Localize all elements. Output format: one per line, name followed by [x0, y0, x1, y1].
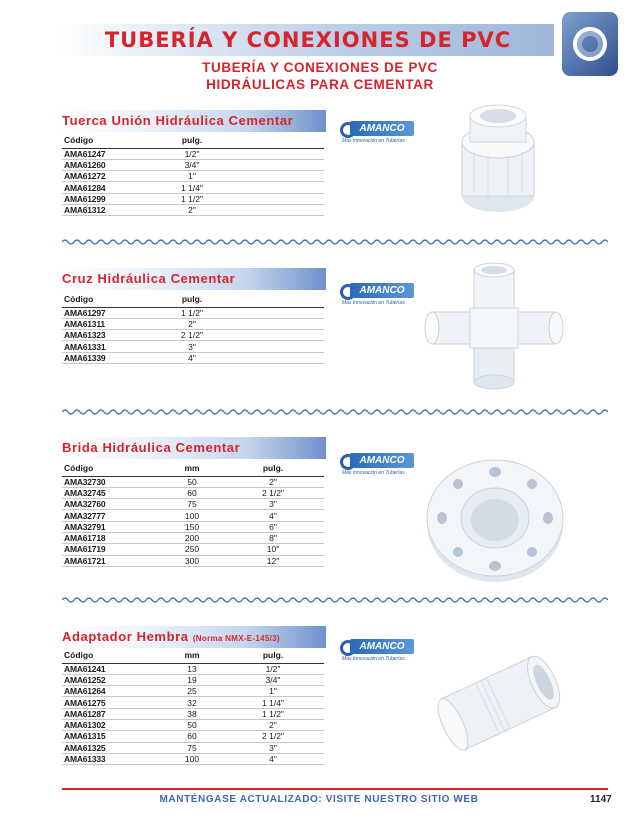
amanco-logo: AMANCO Más Innovación en Tuberías [340, 450, 416, 480]
table-row: AMA61275 32 1 1/4" [62, 697, 324, 708]
section-divider [62, 596, 608, 604]
table-row: AMA61721 300 12" [62, 555, 324, 566]
table-row: AMA61241 13 1/2" [62, 663, 324, 674]
tuerca-union-product-image [438, 104, 558, 224]
section-title: Brida Hidráulica Cementar [62, 440, 241, 455]
spec-table-adaptador-hembra [62, 648, 324, 765]
table-row: AMA61302 50 2" [62, 719, 324, 730]
footer-rule [62, 788, 608, 790]
table-row: AMA61323 2 1/2" [62, 330, 324, 341]
table-row: AMA61284 1 1/4" [62, 182, 324, 193]
column-header: Código [62, 292, 172, 307]
column-header: pulg. [222, 648, 324, 663]
column-header: Código [62, 133, 172, 148]
page-number: 1147 [590, 794, 612, 805]
table-row: AMA61297 1 1/2" [62, 307, 324, 318]
table-row: AMA61252 19 3/4" [62, 674, 324, 685]
spec-table-cruz [62, 292, 324, 364]
table-row: AMA32745 60 2 1/2" [62, 487, 324, 498]
table-row: AMA61272 1" [62, 171, 324, 182]
table-row: AMA61312 2" [62, 204, 324, 215]
column-header: Código [62, 461, 162, 476]
column-header: pulg. [172, 292, 212, 307]
table-row: AMA32791 150 6" [62, 521, 324, 532]
table-row: AMA61247 1/2" [62, 148, 324, 159]
table-row: AMA61315 60 2 1/2" [62, 731, 324, 742]
spec-table-brida [62, 461, 324, 567]
table-row: AMA61718 200 8" [62, 532, 324, 543]
section-title: Adaptador Hembra (Norma NMX-E-145/3) [62, 629, 280, 644]
section-divider [62, 408, 608, 416]
adaptador-hembra-product-image [426, 640, 576, 765]
table-row: AMA61299 1 1/2" [62, 193, 324, 204]
column-header: mm [162, 461, 222, 476]
subtitle-line-1: TUBERÍA Y CONEXIONES DE PVC [202, 60, 438, 75]
section-title: Cruz Hidráulica Cementar [62, 271, 236, 286]
amanco-logo: AMANCO Más Innovación en Tuberías [340, 636, 416, 666]
amanco-logo: AMANCO Más Innovación en Tuberías [340, 280, 416, 310]
cruz-product-image [424, 262, 564, 392]
table-row: AMA61325 75 3" [62, 742, 324, 753]
table-row: AMA61333 100 4" [62, 753, 324, 764]
footer-website-notice[interactable]: MANTÉNGASE ACTUALIZADO: VISITE NUESTRO SITIO WEB [159, 794, 479, 805]
column-header: mm [162, 648, 222, 663]
column-header: Código [62, 648, 162, 663]
spec-table-tuerca-union [62, 133, 324, 216]
subtitle-line-2: HIDRÁULICAS PARA CEMENTAR [206, 77, 434, 92]
table-row: AMA32777 100 4" [62, 510, 324, 521]
table-row: AMA61260 3/4" [62, 159, 324, 170]
table-row: AMA61311 2" [62, 318, 324, 329]
table-row: AMA32730 50 2" [62, 476, 324, 487]
pipe-fitting-icon [562, 12, 618, 76]
table-row: AMA61331 3" [62, 341, 324, 352]
section-divider [62, 238, 608, 246]
table-row: AMA61719 250 10" [62, 544, 324, 555]
amanco-logo: AMANCO Más Innovación en Tuberías [340, 118, 416, 148]
section-title: Tuerca Unión Hidráulica Cementar [62, 113, 294, 128]
column-header: pulg. [222, 461, 324, 476]
table-row: AMA32760 75 3" [62, 499, 324, 510]
table-row: AMA61287 38 1 1/2" [62, 708, 324, 719]
norma-note: (Norma NMX-E-145/3) [192, 634, 280, 643]
brida-product-image [420, 442, 570, 592]
column-header: pulg. [172, 133, 212, 148]
table-row: AMA61264 25 1" [62, 686, 324, 697]
table-row: AMA61339 4" [62, 352, 324, 363]
page-title: TUBERÍA Y CONEXIONES DE PVC [104, 28, 512, 52]
